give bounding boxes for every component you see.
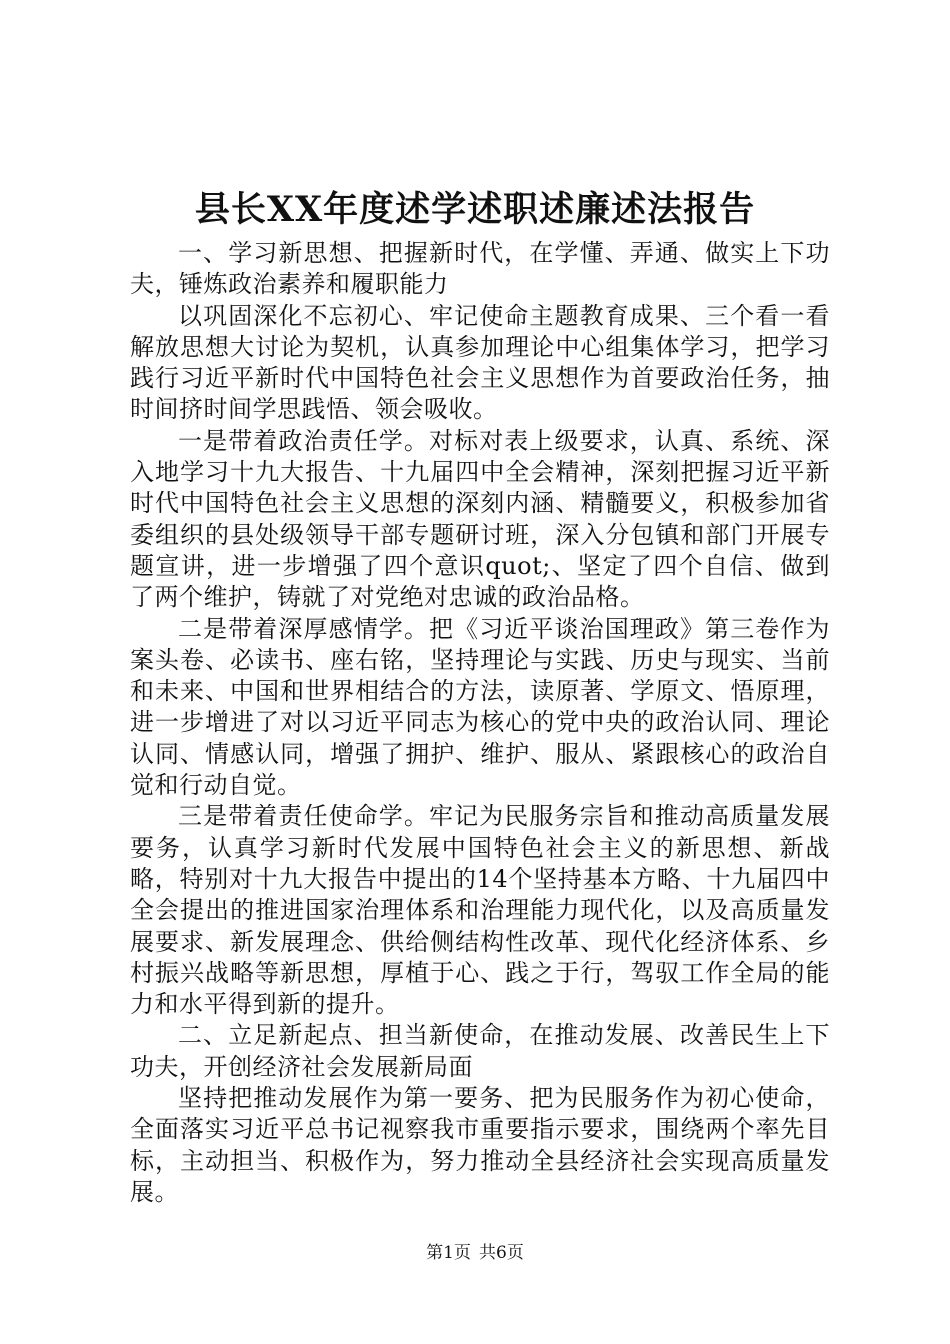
- paragraph: 坚持把推动发展作为第一要务、把为民服务作为初心使命，全面落实习近平总书记视察我市重要指示要求，围绕两个率先目标，主动担当、积极作为，努力推动全县经济社会实现高质量发展。: [130, 1084, 830, 1206]
- paragraph: 二是带着深厚感情学。把《习近平谈治国理政》第三卷作为案头卷、必读书、座右铭，坚持理论与实践、历史与现实、当前和未来、中国和世界相结合的方法，读原著、学原文、悟原理，进一步增进了对以习近平同志为核心的党中央的政治认同、理论认同、情感认同，增强了拥护、维护、服从、紧跟核心的政治自觉和行动自觉。: [130, 614, 830, 800]
- paragraph: 以巩固深化不忘初心、牢记使命主题教育成果、三个看一看解放思想大讨论为契机，认真参加理论中心组集体学习，把学习践行习近平新时代中国特色社会主义思想作为首要政治任务，抽时间挤时间学思践悟、领会吸收。: [130, 301, 830, 424]
- page-number: 第1页: [426, 1243, 471, 1263]
- section-heading-1: 一、学习新思想、把握新时代，在学懂、弄通、做实上下功夫，锤炼政治素养和履职能力: [130, 239, 830, 299]
- paragraph: 三是带着责任使命学。牢记为民服务宗旨和推动高质量发展要务，认真学习新时代发展中国特色社会主义的新思想、新战略，特别对十九大报告中提出的14个坚持基本方略、十九届四中全会提出的推进国家治理体系和治理能力现代化，以及高质量发展要求、新发展理念、供给侧结构性改革、现代化经济体系、乡村振兴战略等新思想，厚植于心、践之于行，驾驭工作全局的能力和水平得到新的提升。: [130, 802, 830, 1019]
- paragraph: 一是带着政治责任学。对标对表上级要求，认真、系统、深入地学习十九大报告、十九届四中全会精神，深刻把握习近平新时代中国特色社会主义思想的深刻内涵、精髓要义，积极参加省委组织的县处级领导干部专题研讨班，深入分包镇和部门开展专题宣讲，进一步增强了四个意识quot;、坚定了四个自信、做到了两个维护，铸就了对党绝对忠诚的政治品格。: [130, 426, 830, 612]
- page-total: 共6页: [479, 1243, 524, 1263]
- page-footer: [0, 1241, 950, 1265]
- document-title: 县长XX年度述学述职述廉述法报告: [194, 189, 756, 230]
- document-body: [130, 238, 830, 1208]
- section-heading-2: 二、立足新起点、担当新使命，在推动发展、改善民生上下功夫，开创经济社会发展新局面: [130, 1021, 830, 1081]
